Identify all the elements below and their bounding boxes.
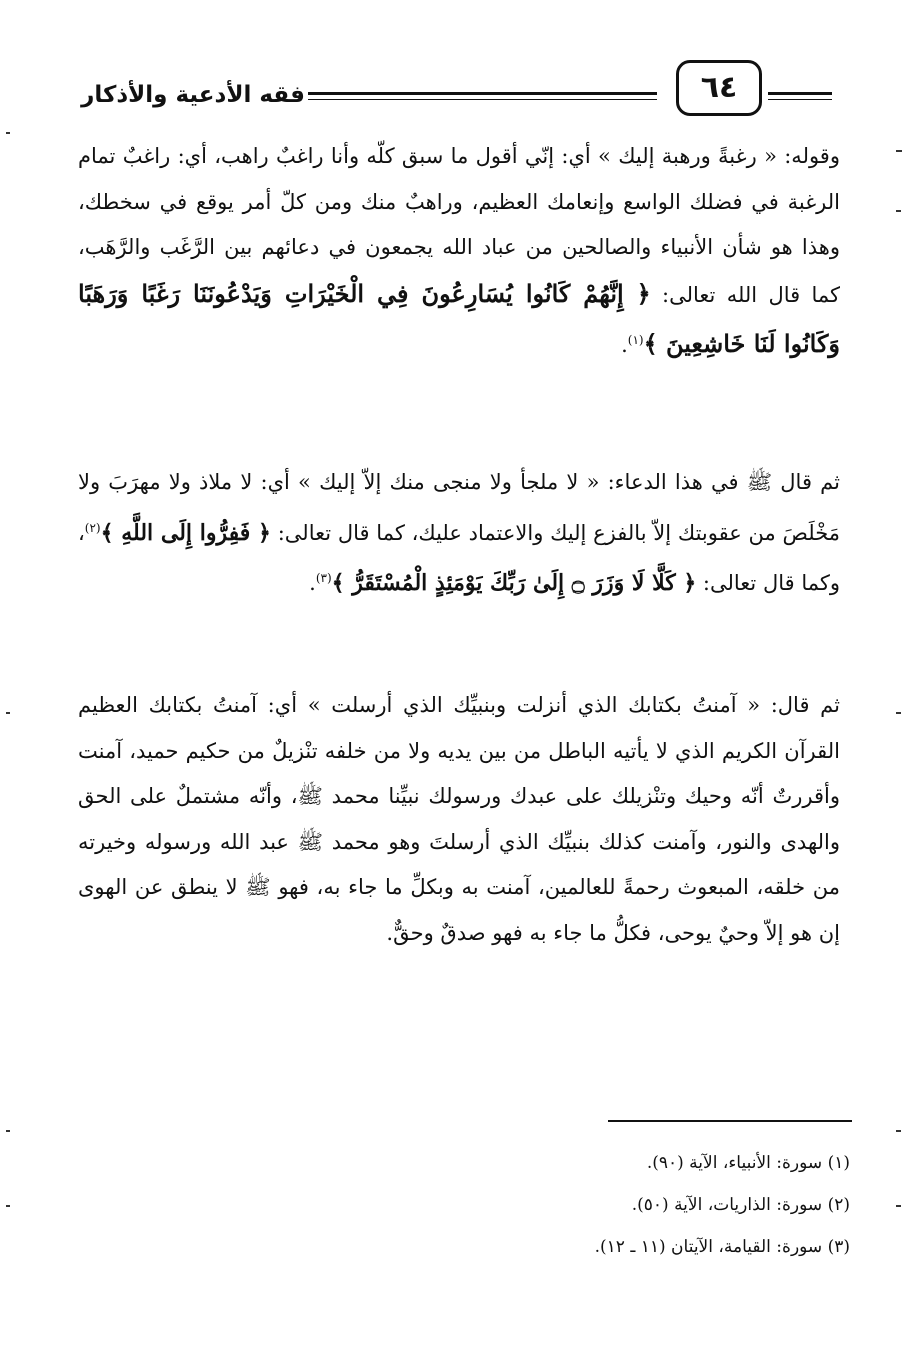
paragraph-1-end: .	[621, 333, 628, 357]
scan-mark	[6, 1130, 10, 1132]
paragraph-3-text: ثم قال: « آمنتُ بكتابك الذي أنزلت وبنبيِّك الذي أرسلت » أي: آمنتُ بكتابك العظيم القرآن الكريم الذي لا يأتيه الباطل من بين يديه ولا من خلفه تنْزيلٌ من حكيم حميد، آمنت وأقررتٌ أنّه وحيك وتنْزيلك على عبدك ورسولك نبيِّنا محمد ﷺ، وأنّه مشتملٌ على الحق والهدى والنور، وآمنت كذلك بنبيِّك الذي أرسلتَ وهو محمد ﷺ عبد الله ورسوله وخيرته من خلقه، المبعوث رحمةً للعالمين، آمنت به وبكلِّ ما جاء به، فهو ﷺ لا ينطق عن الهوى إن هو إلاّ وحيٌ يوحى، فكلُّ ما جاء به فهو صدقٌ وحقٌّ.	[78, 693, 840, 945]
book-title: فقه الأدعية والأذكار	[81, 82, 305, 108]
footnote-2: (٢) سورة: الذاريات، الآية (٥٠).	[631, 1195, 850, 1215]
paragraph-1	[78, 134, 840, 369]
footnote-1: (١) سورة: الأنبياء، الآية (٩٠).	[646, 1153, 850, 1173]
scan-mark	[6, 1205, 10, 1207]
paragraph-2-text: ثم قال ﷺ في هذا الدعاء: « لا ملجأ ولا منجى منك إلاّ إليك » أي: لا ملاذ ولا مهرَبَ ولا مَخْلَصَ من عقوبتك إلاّ بالفزع إليك والاعتماد عليك، كما قال تعالى:	[78, 470, 840, 545]
footnotes	[420, 1142, 850, 1268]
scan-mark	[896, 210, 901, 212]
footnote-divider	[608, 1120, 852, 1122]
quran-verse-1: ﴿ إِنَّهُمْ كَانُوا يُسَارِعُونَ فِي الْخَيْرَاتِ وَيَدْعُونَنَا رَغَبًا وَرَهَبًا وَكَانُوا لَنَا خَاشِعِينَ ﴾	[78, 278, 840, 358]
quran-verse-2: ﴿ فَفِرُّوا إِلَى اللَّهِ ﴾	[100, 519, 271, 546]
scan-mark	[896, 712, 901, 714]
paragraph-2-mid: ، وكما قال تعالى:	[78, 520, 840, 595]
scan-mark	[896, 1205, 901, 1207]
footnote-ref-2: (٢)	[84, 520, 101, 535]
quran-verse-3: ﴿ كَلَّا لَا وَزَرَ ۝ إِلَىٰ رَبِّكَ يَوْمَئِذٍ الْمُسْتَقَرُّ ﴾	[331, 570, 697, 596]
page-number: ٦٤	[676, 60, 762, 116]
header-rule-right	[768, 92, 832, 100]
paragraph-1-text: وقوله: « رغبةً ورهبة إليك » أي: إنّي أقول ما سبق كلّه وأنا راغبٌ راهب، أي: راغبٌ تمام الرغبة في فضلك الواسع وإنعامك العظيم، وراهبٌ منك ومن كلّ أمر يوقع في سخطك، وهذا هو شأن الأنبياء والصالحين من عباد الله يجمعون في دعائهم بين الرَّغَب والرَّهَب، كما قال الله تعالى:	[78, 144, 840, 307]
paragraph-2-end: .	[309, 571, 316, 595]
footnote-ref-1: (١)	[627, 333, 644, 347]
scan-mark	[6, 712, 10, 714]
paragraph-2	[78, 460, 840, 607]
footnote-ref-3: (٣)	[315, 571, 332, 585]
scan-mark	[896, 1130, 901, 1132]
scan-mark	[896, 150, 902, 152]
footnote-3: (٣) سورة: القيامة، الآيتان (١١ ـ ١٢).	[594, 1237, 850, 1257]
header-rule-left	[308, 92, 657, 100]
paragraph-3	[78, 683, 840, 956]
scan-mark	[6, 132, 10, 134]
page-header	[78, 52, 832, 132]
